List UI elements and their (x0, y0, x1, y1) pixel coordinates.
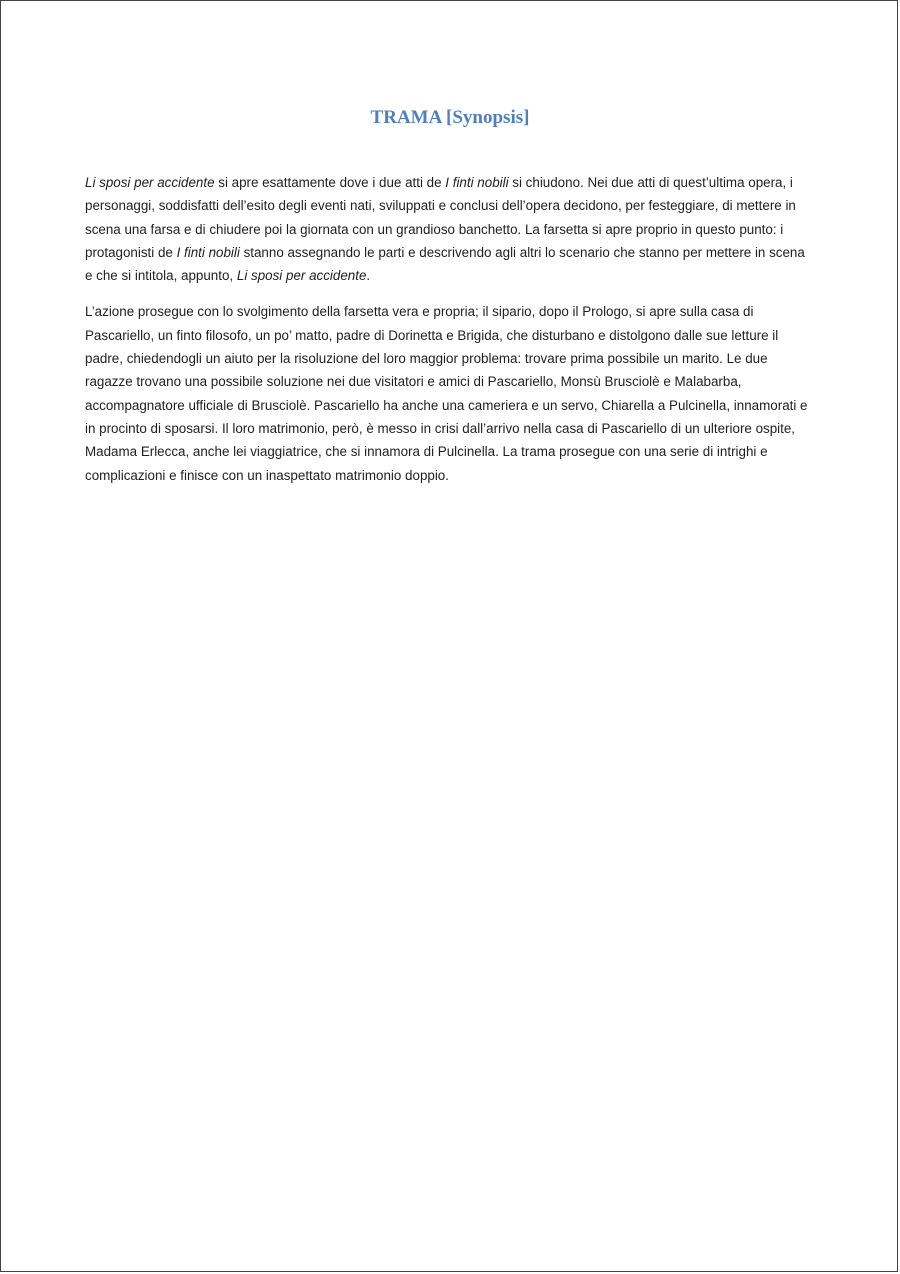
italic-title-text: Li sposi per accidente (236, 268, 367, 284)
paragraph-intro (85, 171, 815, 287)
document-body (85, 171, 815, 500)
paragraph-text: L’azione prosegue con lo svolgimento della farsetta vera e propria; il sipario, dopo il Prologo, si apre sulla casa di Pascariello, un finto filosofo, un po’ matto, padre di Dorinetta e Brigida, che disturbano e distolgono dalle sue letture il padre, chiedendogli un aiuto per la risoluzione del loro maggior problema: trovare prima possibile un marito. Le due ragazze trovano una possibile soluzione nei due visitatori e amici di Pascariello, Monsù Brusciolè e Malabarba, accompagnatore ufficiale di Brusciolè. Pascariello ha anche una cameriera e un servo, Chiarella a Pulcinella, innamorati e in procinto di sposarsi. Il loro matrimonio, però, è messo in crisi dall’arrivo nella casa di Pascariello di un ulteriore ospite, Madama Erlecca, anche lei viaggiatrice, che si innamora di Pulcinella. La trama prosegue con una serie di intrighi e complicazioni e finisce con un inaspettato matrimonio doppio. (85, 304, 808, 483)
document-title: TRAMA [Synopsis] (370, 107, 530, 128)
italic-title-text: Li sposi per accidente (85, 175, 215, 190)
paragraph-text: stanno assegnando le parti e descrivendo agli altri lo scenario che stanno per mettere in scena e che si intitola, appunto, (85, 244, 805, 284)
paragraph-text: . (366, 268, 371, 284)
paragraph-plot (85, 300, 815, 486)
italic-title-text: I finti nobili (176, 244, 240, 260)
paragraph-text: si chiudono. Nei due atti di quest’ultima opera, i personaggi, soddisfatti dell’esito degli eventi nati, sviluppati e conclusi dell’opera decidono, per festeggiare, di mettere in scena una farsa e di chiudere poi la giornata con un grandioso banchetto. La farsetta si apre proprio in questo punto: i protagonisti de (85, 175, 796, 260)
paragraph-text: si apre esattamente dove i due atti de (214, 175, 446, 190)
italic-title-text: I finti nobili (445, 175, 509, 190)
